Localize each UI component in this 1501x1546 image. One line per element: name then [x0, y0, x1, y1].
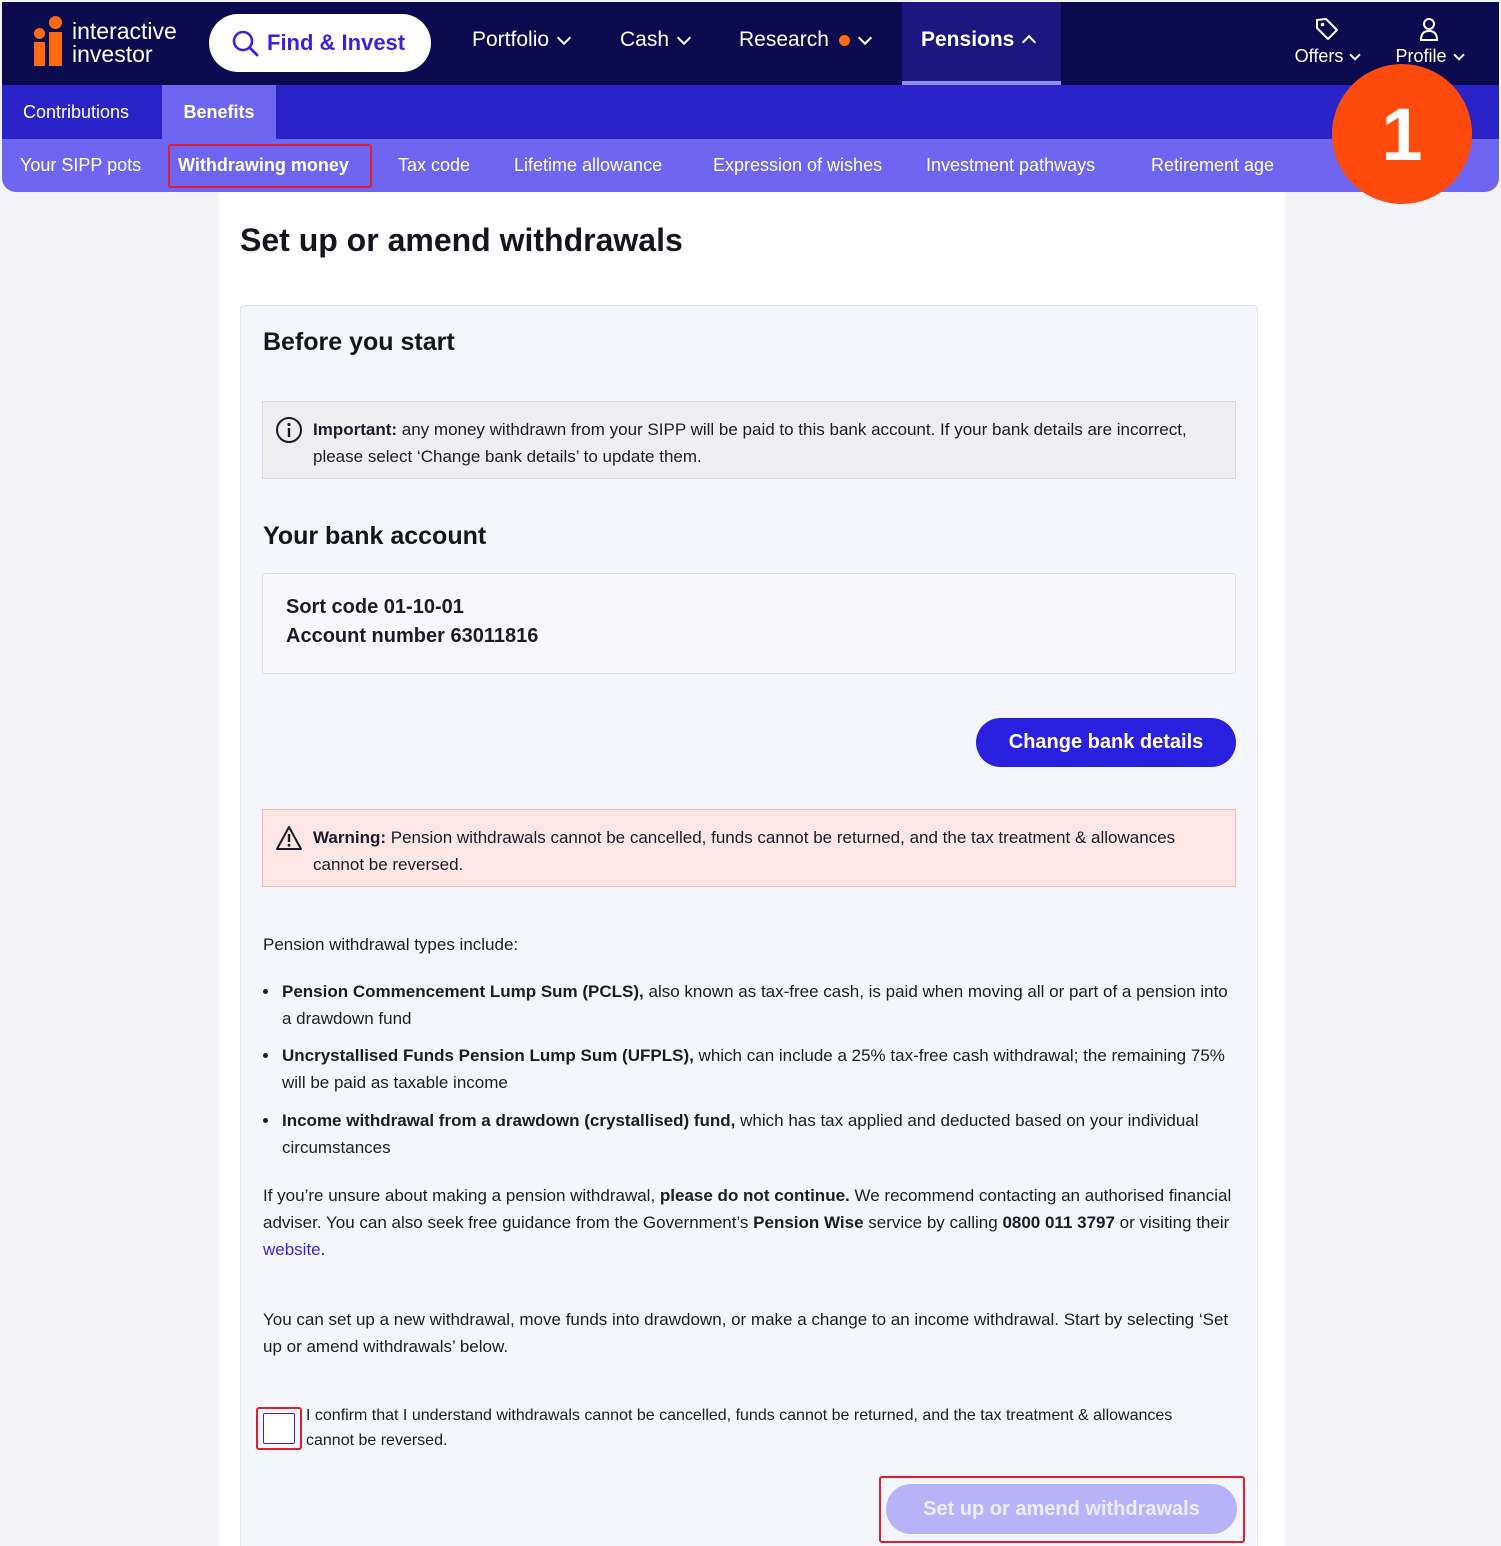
- nav-portfolio[interactable]: [472, 28, 569, 52]
- warning-icon: [275, 824, 303, 852]
- chevron-down-icon: [557, 30, 571, 44]
- notification-dot-icon: [839, 35, 850, 46]
- chevron-up-icon: [1022, 35, 1036, 49]
- account-number: Account number 63011816: [286, 625, 539, 647]
- nav-portfolio-label: Portfolio: [472, 28, 550, 51]
- chevron-down-icon: [1453, 49, 1464, 60]
- subnav-contributions[interactable]: Contributions: [23, 101, 130, 122]
- list-item: Income withdrawal from a drawdown (crystallised) fund, which has tax applied and deducted based on your individual circumstances: [263, 1107, 1233, 1161]
- warning-text: Warning: Pension withdrawals cannot be cancelled, funds cannot be returned, and the tax treatment & allowances cannot be reversed.: [313, 828, 1176, 874]
- profile-label: Profile: [1395, 46, 1447, 66]
- website-link[interactable]: website: [263, 1240, 321, 1259]
- nav-pensions[interactable]: [902, 2, 1061, 85]
- subnav-benefits[interactable]: Benefits: [162, 85, 276, 139]
- confirm-checkbox[interactable]: [263, 1413, 295, 1444]
- important-notice: [262, 401, 1236, 479]
- tab-withdrawing-money[interactable]: Withdrawing money: [178, 155, 349, 175]
- withdrawing-money-highlight: [168, 144, 372, 188]
- tab-investment-pathways[interactable]: Investment pathways: [926, 155, 1096, 175]
- step-badge: 1: [1332, 64, 1472, 204]
- withdrawal-types-intro: Pension withdrawal types include:: [263, 935, 519, 954]
- change-bank-details-button[interactable]: Change bank details: [976, 718, 1236, 767]
- setup-instructions: You can set up a new withdrawal, move funds into drawdown, or make a change to an income withdrawal. Start by selecting ‘Set up or amend withdrawals’ below.: [263, 1310, 1229, 1356]
- nav-cash[interactable]: [620, 28, 689, 52]
- bank-account-heading: Your bank account: [263, 522, 487, 550]
- sort-code: Sort code 01-10-01: [286, 596, 464, 618]
- brand-logo[interactable]: [32, 16, 202, 72]
- set-up-withdrawals-button[interactable]: Set up or amend withdrawals: [886, 1484, 1237, 1534]
- offers-label: Offers: [1294, 46, 1344, 66]
- confirm-checkbox-label[interactable]: I confirm that I understand withdrawals cannot be cancelled, funds cannot be returned, and the tax treatment & allowances cannot be reversed.: [306, 1407, 1173, 1449]
- top-navigation: [2, 2, 1499, 85]
- tab-lifetime-allowance[interactable]: Lifetime allowance: [514, 155, 663, 175]
- nav-research[interactable]: [739, 28, 870, 52]
- chevron-down-icon: [1350, 49, 1361, 60]
- list-item: Uncrystallised Funds Pension Lump Sum (UFPLS), which can include a 25% tax-free cash withdrawal; the remaining 75% will be paid as taxable income: [263, 1042, 1233, 1096]
- offers-menu[interactable]: [1288, 16, 1366, 72]
- nav-cash-label: Cash: [620, 28, 670, 51]
- find-invest-label: Find & Invest: [267, 30, 406, 55]
- tab-your-sipp-pots[interactable]: Your SIPP pots: [20, 155, 142, 175]
- info-icon: [275, 416, 303, 444]
- chevron-down-icon: [677, 30, 691, 44]
- warning-notice: [262, 809, 1236, 887]
- nav-research-label: Research: [739, 28, 829, 51]
- logo-text: interactive investor: [72, 18, 177, 67]
- chevron-down-icon: [858, 30, 872, 44]
- submit-button-highlight: [879, 1476, 1245, 1543]
- list-item: Pension Commencement Lump Sum (PCLS), also known as tax-free cash, is paid when moving all or part of a pension into a drawdown fund: [263, 978, 1233, 1032]
- guidance-paragraph: If you’re unsure about making a pension withdrawal, please do not continue. We recommend contacting an authorised financial adviser. You can also seek free guidance from the Government’s Pension Wise service by calling 0800 011 3797 or visiting their website.: [263, 1186, 1232, 1259]
- page-title: Set up or amend withdrawals: [240, 222, 683, 258]
- bank-account-details: [262, 573, 1236, 674]
- search-icon: [231, 29, 259, 57]
- tab-expression-of-wishes[interactable]: Expression of wishes: [713, 155, 883, 175]
- nav-pensions-label: Pensions: [921, 28, 1015, 51]
- tab-tax-code[interactable]: Tax code: [398, 155, 471, 175]
- user-icon: [1416, 16, 1442, 42]
- logo-mark-icon: [32, 16, 66, 68]
- important-text: Important: any money withdrawn from your SIPP will be paid to this bank account. If your bank details are incorrect, please select ‘Change bank details’ to update them.: [313, 420, 1187, 466]
- confirm-checkbox-highlight: [256, 1407, 302, 1450]
- before-you-start-heading: Before you start: [263, 328, 455, 356]
- find-invest-button[interactable]: [209, 14, 431, 72]
- tab-retirement-age[interactable]: Retirement age: [1151, 155, 1275, 175]
- pensions-subnav: [2, 85, 1499, 139]
- tag-icon: [1314, 16, 1340, 42]
